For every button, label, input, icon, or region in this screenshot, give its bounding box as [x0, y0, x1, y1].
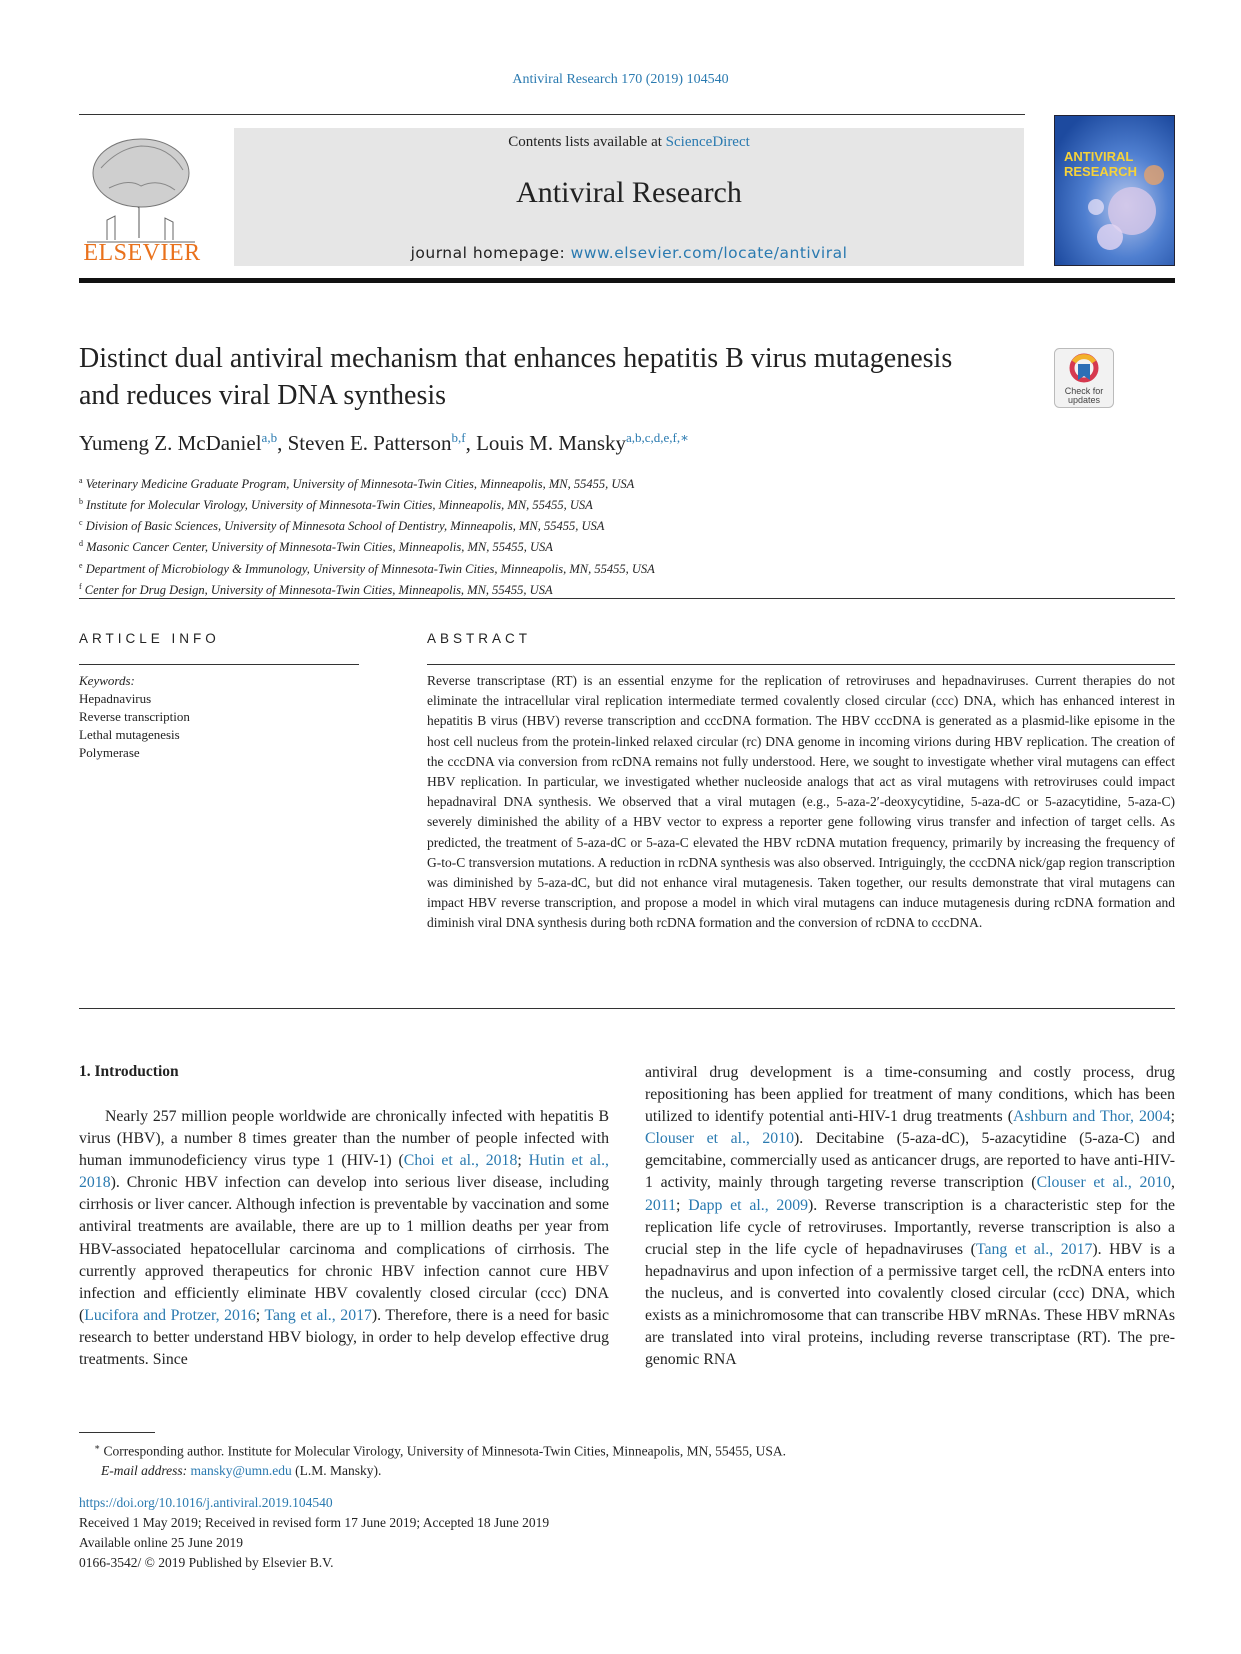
abstract-rule [427, 664, 1175, 665]
header-thick-rule [79, 278, 1175, 283]
body-text: ; [676, 1196, 689, 1214]
body-text: ; [1170, 1108, 1175, 1126]
affiliation-key: c [79, 518, 83, 528]
author-name[interactable]: Yumeng Z. McDaniel [79, 431, 262, 455]
abstract-heading: ABSTRACT [427, 631, 532, 646]
email-suffix: (L.M. Mansky). [291, 1462, 382, 1478]
body-text: antiviral drug development is a time-consuming and costly process, drug repositioning has been applied for treatment of many conditions, which has been utilized to identify potential anti-HIV-1 drug treatments ( [645, 1064, 1175, 1126]
sciencedirect-link[interactable]: ScienceDirect [665, 134, 750, 150]
abstract-text: Reverse transcriptase (RT) is an essential enzyme for the replication of retroviruses and hepadnaviruses. Current therapies do not eliminate the intracellular viral replication intermediate termed covalently closed circular (ccc) DNA, which has enhanced interest in hepatitis B virus (HBV) reverse transcription and cccDNA formation. The HBV cccDNA is generated as a plasmid-like episome in the host cell nucleus from the protein-linked relaxed circular (rc) DNA genome in incoming virions during HBV replication. The creation of the cccDNA via conversion from rcDNA remains not fully understood. Here, we sought to investigate whether viral mutagens can effect HBV replication. In particular, we investigated whether nucleoside analogs that act as viral mutagens with retroviruses could impact hepadnaviral DNA synthesis. We observed that a viral mutagen (e.g., 5-aza-2′-deoxycytidine, 5-aza-dC or 5-azacytidine, 5-aza-C) severely diminished the ability of a HBV vector to express a reporter gene following virus transfer and infection of target cells. As predicted, the treatment of 5-aza-dC or 5-aza-C elevated the HBV rcDNA mutation frequency, primarily by increasing the frequency of G-to-C transversion mutations. A reduction in rcDNA synthesis was also observed. Intriguingly, the cccDNA nick/gap region transcription was diminished by 5-aza-dC, but did not enhance viral mutagenesis. Taken together, our results demonstrate that viral mutagens can impact HBV reverse transcription, and propose a model in which viral mutagens can induce mutagenesis during rcDNA formation and diminish viral DNA synthesis during both rcDNA formation and the conversion of rcDNA to cccDNA. [427, 673, 1175, 931]
section-rule [79, 598, 1175, 599]
top-rule [79, 114, 1025, 115]
journal-masthead [234, 128, 1024, 266]
email-link[interactable]: mansky@umn.edu [190, 1462, 292, 1478]
corresponding-author-footnote [94, 1438, 1174, 1480]
affiliation-key: e [79, 560, 83, 570]
affiliation-text: Division of Basic Sciences, University of Minnesota School of Dentistry, Minneapolis, MN, 55455, USA [85, 519, 605, 534]
body-text: ; [255, 1306, 265, 1324]
citation-link[interactable]: Dapp et al., 2009 [688, 1196, 809, 1214]
cover-title-2: RESEARCH [1064, 164, 1137, 179]
affiliation-text: Center for Drug Design, University of Minnesota-Twin Cities, Minneapolis, MN, 55455, USA [84, 582, 553, 597]
body-column-left [79, 1106, 609, 1371]
cover-title-1: ANTIVIRAL [1064, 149, 1134, 164]
email-label: E-mail address: [101, 1462, 191, 1478]
journal-homepage-link[interactable]: www.elsevier.com/locate/antiviral [570, 244, 848, 262]
affiliation-text: Institute for Molecular Virology, University of Minnesota-Twin Cities, Minneapolis, MN, 55455, USA [86, 498, 593, 513]
elsevier-logo [79, 128, 205, 266]
affiliation-text: Department of Microbiology & Immunology, University of Minnesota-Twin Cities, Minneapolis, MN, 55455, USA [85, 561, 655, 576]
affiliations [79, 472, 1079, 599]
body-column-right [645, 1062, 1175, 1371]
affiliation-key: f [79, 581, 82, 591]
check-updates-text-1: Check for [1064, 386, 1104, 396]
footnote-line [94, 1438, 1174, 1461]
affiliation-key: d [79, 539, 83, 549]
affiliation-text: Masonic Cancer Center, University of Minnesota-Twin Cities, Minneapolis, MN, 55455, USA [86, 540, 553, 555]
email-line [94, 1461, 1174, 1480]
publication-info [79, 1493, 979, 1573]
body-text: Nearly 257 million people worldwide are chronically infected with hepatitis B virus (HBV), a number 8 times greater than the number of people infected with human immunodeficiency virus type 1 (HIV-1) ( [79, 1108, 609, 1170]
body-text: ). Reverse transcription is a characteristic step for the replication life cycle of retroviruses. Importantly, reverse transcription is also a crucial step in the life cycle of hepadnaviruses ( [645, 1196, 1176, 1258]
contents-prefix: Contents lists available at [508, 134, 666, 150]
author-affiliation-marks[interactable]: b,f [451, 430, 466, 445]
body-text: , [1171, 1174, 1175, 1192]
keyword: Lethal mutagenesis [79, 727, 180, 742]
journal-cover[interactable] [1054, 115, 1175, 266]
homepage-prefix: journal homepage: [410, 244, 571, 262]
contents-line [234, 134, 1024, 151]
article-info-heading: ARTICLE INFO [79, 631, 220, 646]
affiliation-item [79, 493, 1079, 514]
check-updates-text-2: updates [1067, 395, 1101, 405]
elsevier-wordmark: ELSEVIER [83, 240, 201, 266]
introduction-heading: 1. Introduction [79, 1063, 179, 1080]
article-title: Distinct dual antiviral mechanism that enhances hepatitis B virus mutagenesis and reduces viral DNA synthesis [79, 343, 953, 411]
section-rule [79, 1008, 1175, 1009]
received-dates: Received 1 May 2019; Received in revised form 17 June 2019; Accepted 18 June 2019 [79, 1515, 550, 1530]
doi-link[interactable]: https://doi.org/10.1016/j.antiviral.2019.104540 [79, 1495, 333, 1510]
article-info-rule [79, 664, 359, 665]
author-affiliation-marks[interactable]: a,b,c,d,e,f,∗ [626, 430, 689, 445]
affiliation-item [79, 578, 1079, 599]
affiliation-key: b [79, 497, 83, 507]
affiliation-item [79, 472, 1079, 493]
homepage-line [234, 244, 1024, 262]
affiliation-item [79, 557, 1079, 578]
affiliation-key: a [79, 476, 83, 485]
keyword: Reverse transcription [79, 709, 190, 724]
citation-link[interactable]: Clouser et al., 2010 [645, 1130, 794, 1148]
body-text: ). HBV is a hepadnavirus and upon infection of a permissive target cell, the rcDNA enters into the nucleus, and is converted into covalently closed circular (ccc) DNA, which exists as a minichromosome that can transcribe HBV mRNAs. These HBV mRNAs are translated into viral proteins, including reverse transcriptase (RT). The pre-genomic RNA [645, 1240, 1175, 1369]
citation-link[interactable]: Tang et al., 2017 [264, 1306, 372, 1324]
author-name[interactable]: Steven E. Patterson [287, 431, 452, 455]
affiliation-item [79, 514, 1079, 535]
author-affiliation-marks[interactable]: a,b [261, 430, 278, 445]
footnote-mark: ∗ [94, 1442, 101, 1452]
journal-reference[interactable]: Antiviral Research 170 (2019) 104540 [512, 72, 729, 87]
footnote-rule [79, 1432, 155, 1433]
keywords-block [79, 672, 359, 762]
keywords-label: Keywords: [79, 673, 135, 688]
check-for-updates-badge[interactable] [1054, 348, 1114, 408]
body-text: ; [517, 1152, 529, 1170]
online-date: Available online 25 June 2019 [79, 1535, 243, 1550]
body-text: ). Chronic HBV infection can develop into serious liver disease, including cirrhosis or liver cancer. Although infection is preventable by vaccination and some antiviral treatments are available, there are up to 1 million deaths per year from HBV-associated hepatocellular carcinoma and complications of cirrhosis. The currently approved therapeutics for chronic HBV infection cannot cure HBV infection and efficiently eliminate HBV covalently closed circular (ccc) DNA ( [79, 1174, 609, 1324]
keyword: Polymerase [79, 745, 140, 760]
citation-link[interactable]: Tang et al., 2017 [975, 1240, 1093, 1258]
affiliation-text: Veterinary Medicine Graduate Program, University of Minnesota-Twin Cities, Minneapolis, MN, 55455, USA [85, 477, 635, 492]
keyword: Hepadnavirus [79, 691, 152, 706]
citation-link[interactable]: Ashburn and Thor, 2004 [1012, 1108, 1171, 1126]
journal-cover-image [1054, 115, 1175, 266]
citation-link[interactable]: Choi et al., 2018 [403, 1152, 518, 1170]
citation-link[interactable]: Hutin et al., 2018 [79, 1152, 609, 1192]
author-name[interactable]: Louis M. Mansky [476, 431, 626, 455]
affiliation-item [79, 535, 1079, 556]
corresponding-author-text: Corresponding author. Institute for Molecular Virology, University of Minnesota-Twin Cities, Minneapolis, MN, 55455, USA. [103, 1443, 787, 1459]
author-list: Yumeng Z. McDaniel$^{a,b}$, Steven E. Patterson$^{b,f}$, Louis M. Mansky$^{a,b,c,d,e,f,∗}$ [79, 430, 689, 455]
body-text: ). Therefore, there is a need for basic research to better understand HBV biology, in order to help develop effective drug treatments. Since [79, 1306, 610, 1369]
citation-link[interactable]: Lucifora and Protzer, 2016 [84, 1306, 256, 1324]
body-text: ). Decitabine (5-aza-dC), 5-azacytidine (5-aza-C) and gemcitabine, commercially used as anticancer drugs, are reported to have anti-HIV-1 activity, mainly through targeting reverse transcription ( [645, 1130, 1175, 1192]
intro-paragraph [79, 1106, 609, 1371]
intro-paragraph-continued [645, 1062, 1175, 1371]
copyright: 0166-3542/ © 2019 Published by Elsevier B.V. [79, 1555, 334, 1570]
citation-link[interactable]: Clouser et al., 2010 [1036, 1174, 1172, 1192]
journal-name: Antiviral Research [516, 176, 742, 209]
citation-link[interactable]: 2011 [645, 1196, 677, 1214]
